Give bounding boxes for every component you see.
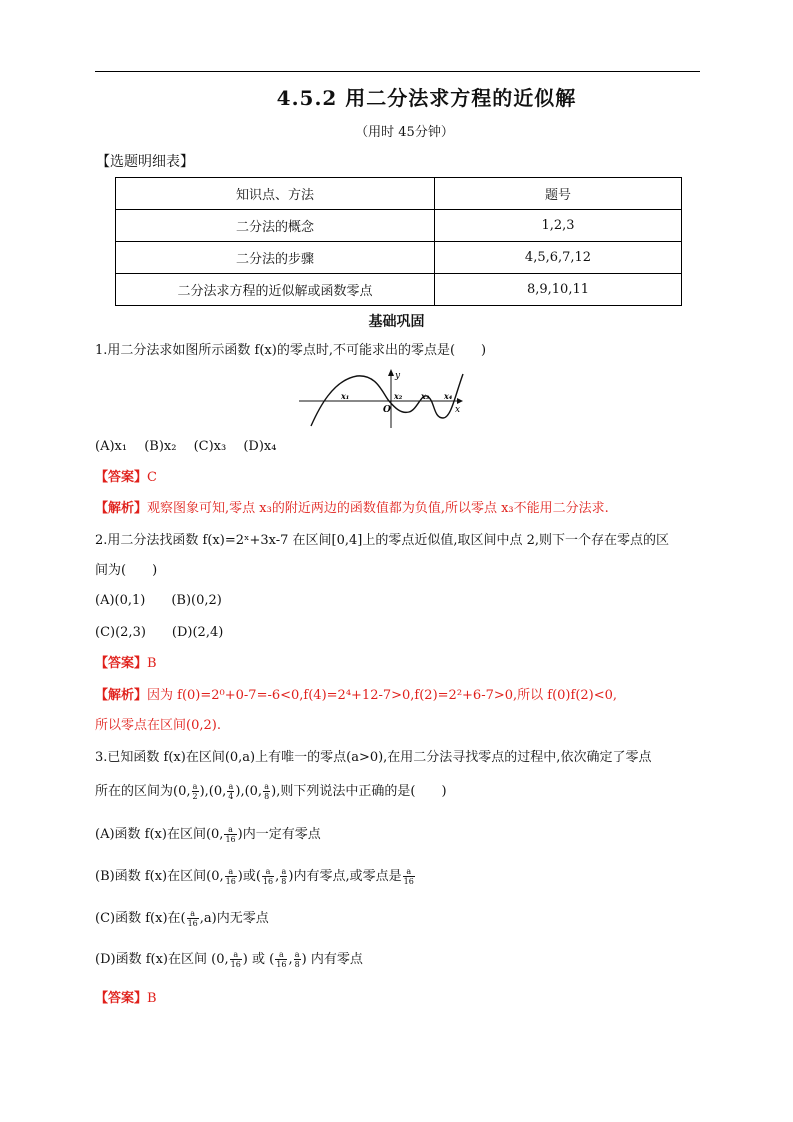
fraction: $\frac{a}{16}$ [225, 825, 236, 844]
answer-tag: 【答案】 [95, 991, 148, 1006]
x4-label: x₄ [444, 391, 453, 401]
answer-value: C [147, 470, 157, 485]
q3-answer [95, 989, 157, 1009]
section-label: 【选题明细表】 [96, 154, 194, 170]
analysis-text: 观察图象可知,零点 x₃的附近两边的函数值都为负值,所以零点 x₃不能用二分法求. [147, 501, 609, 516]
table-row [116, 210, 682, 242]
table-header-cell: 题号 [435, 178, 682, 210]
y-axis-arrow-icon [388, 369, 394, 376]
option-text: (D)函数 f(x)在区间 [95, 952, 207, 967]
table-row [116, 274, 682, 306]
q1-stem: 1.用二分法求如图所示函数 f(x)的零点时,不可能求出的零点是( ) [95, 343, 487, 358]
analysis-tag: 【解析】 [95, 688, 148, 703]
function-graph [297, 368, 465, 430]
q3-option-d: (D)函数 f(x)在区间 (0, $\frac{a}{16}$ ) 或 ( $\frac{a}{16}$ , $\frac{a}{8}$ ) 内有零点 [95, 950, 363, 969]
time-note: （用时 45分钟） [355, 125, 454, 140]
q3-stem-text: ,则下列说法中正确的是( ) [276, 784, 447, 799]
x1-label: x₁ [341, 391, 350, 401]
x3-label: x₃ [421, 391, 430, 401]
header-rule [95, 71, 700, 72]
q1-options: (A)x₁ (B)x₂ (C)x₃ (D)x₄ [95, 439, 277, 454]
analysis-tag: 【解析】 [95, 501, 148, 516]
table-cell: 二分法的概念 [116, 210, 435, 242]
q3-stem-line1: 3.已知函数 f(x)在区间(0,a)上有唯一的零点(a>0),在用二分法寻找零点的过程中,依次确定了零点 [95, 750, 652, 765]
page-title: 4.5.2 用二分法求方程的近似解 [276, 86, 577, 110]
table-cell: 二分法求方程的近似解或函数零点 [116, 274, 435, 306]
fraction: $\frac{a}{16}$ [230, 950, 241, 969]
table-row [116, 242, 682, 274]
q3-option-a: (A)函数 f(x)在区间(0, $\frac{a}{16}$ )内一定有零点 [95, 825, 321, 844]
fraction: $\frac{a}{16}$ [187, 909, 198, 928]
fraction: $\frac{a}{8}$ [294, 950, 300, 969]
option-text: 内无零点 [216, 911, 269, 926]
fraction: $\frac{a}{2}$ [192, 782, 198, 801]
q2-stem-line1: 2.用二分法找函数 f(x)=2ˣ+3x-7 在区间[0,4]上的零点近似值,取区间中点 2,则下一个存在零点的区 [95, 533, 670, 548]
topic-table [115, 177, 682, 306]
fraction: $\frac{a}{16}$ [262, 867, 274, 886]
option-text: (A)函数 f(x)在区间 [95, 827, 206, 842]
fraction: $\frac{a}{8}$ [264, 782, 270, 801]
q2-analysis-line1 [95, 686, 617, 706]
table-header-cell: 知识点、方法 [116, 178, 435, 210]
table-cell: 1,2,3 [435, 210, 682, 242]
analysis-text: 因为 f(0)=2⁰+0-7=-6<0,f(4)=2⁴+12-7>0,f(2)=2²+6-7>0,所以 f(0)f(2)<0, [147, 688, 618, 703]
q1-answer [95, 468, 157, 488]
q3-stem-line2: 所在的区间为(0, $\frac{a}{2}$ ),(0, $\frac{a}{4}$ ),(0, $\frac{a}{8}$ ),则下列说法中正确的是( ) [95, 782, 447, 801]
table-header-row [116, 178, 682, 210]
option-text: 内有零点,或零点是 [293, 869, 402, 884]
function-curve [311, 374, 463, 426]
option-text: (B)函数 f(x)在区间 [95, 869, 207, 884]
q2-stem-line2: 间为( ) [95, 563, 158, 578]
q3-stem-text: 所在的区间为 [95, 784, 174, 799]
option-text: (C)函数 f(x)在 [95, 911, 181, 926]
table-cell: 8,9,10,11 [435, 274, 682, 306]
answer-value: B [147, 656, 157, 671]
option-text: 或 [242, 869, 256, 884]
fraction: $\frac{a}{16}$ [403, 867, 414, 886]
x2-label: x₂ [394, 391, 403, 401]
fraction: $\frac{a}{16}$ [225, 867, 236, 886]
origin-label: O [383, 405, 391, 415]
fraction: $\frac{a}{8}$ [281, 867, 287, 886]
q3-option-b: (B)函数 f(x)在区间(0, $\frac{a}{16}$ )或( $\frac{a}{16}$ , $\frac{a}{8}$ )内有零点,或零点是 $\frac{a}{16}$ [95, 867, 414, 886]
option-text: 或 [252, 952, 266, 967]
q2-answer [95, 654, 157, 674]
y-label: y [395, 371, 401, 381]
answer-value: B [147, 991, 157, 1006]
q1-analysis [95, 499, 609, 519]
table-cell: 4,5,6,7,12 [435, 242, 682, 274]
option-text: 内一定有零点 [242, 827, 321, 842]
q2-options-line2: (C)(2,3) (D)(2,4) [95, 625, 224, 640]
q2-analysis-line2: 所以零点在区间(0,2). [95, 718, 221, 733]
x-axis-arrow-icon [457, 398, 463, 404]
fraction: $\frac{a}{4}$ [228, 782, 234, 801]
table-cell: 二分法的步骤 [116, 242, 435, 274]
fraction: $\frac{a}{16}$ [276, 950, 287, 969]
x-label: x [455, 405, 461, 415]
q2-options-line1: (A)(0,1) (B)(0,2) [95, 593, 222, 608]
answer-tag: 【答案】 [95, 470, 148, 485]
answer-tag: 【答案】 [95, 656, 148, 671]
q3-option-c: (C)函数 f(x)在( $\frac{a}{16}$ ,a)内无零点 [95, 909, 269, 928]
section-heading: 基础巩固 [368, 314, 425, 330]
option-text: 内有零点 [310, 952, 363, 967]
